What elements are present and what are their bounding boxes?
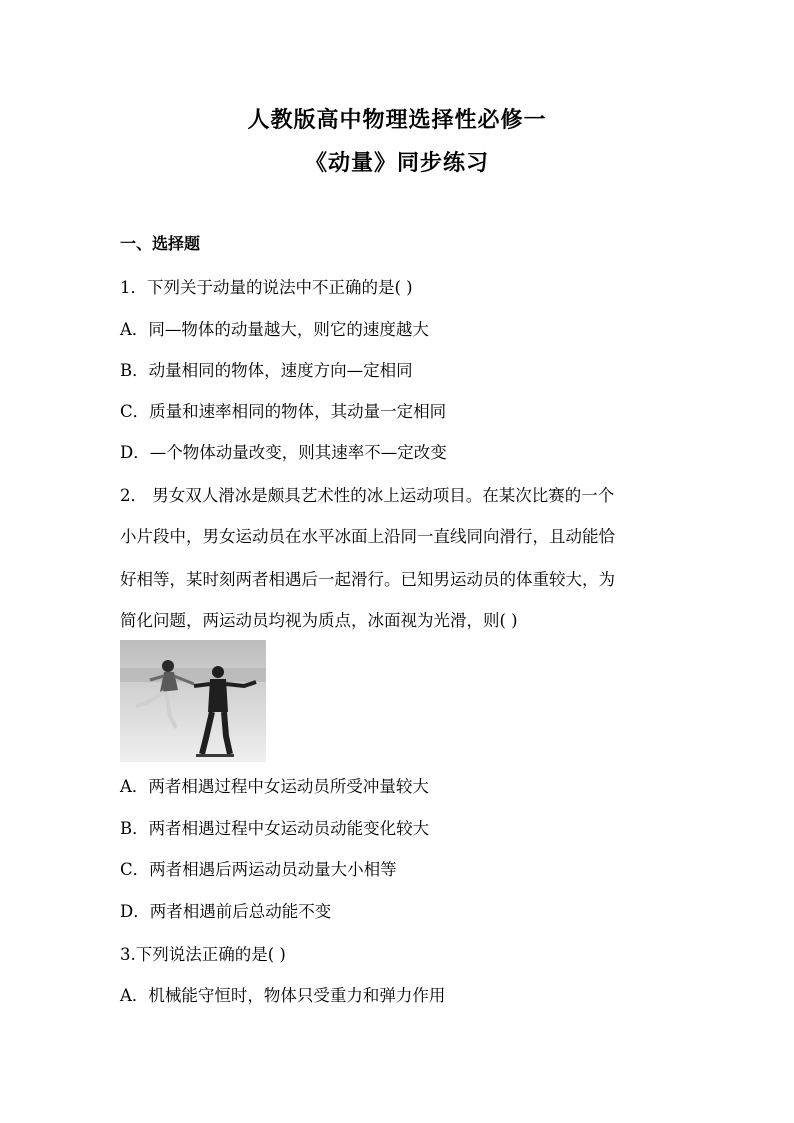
document-title: 人教版高中物理选择性必修一 [247, 107, 547, 133]
figure-skating-photo [120, 640, 266, 762]
question-2-option-b: B．两者相遇过程中女运动员动能变化较大 [120, 819, 430, 838]
question-1-option-d: D．—个物体动量改变，则其速率不—定改变 [120, 443, 447, 462]
question-2-option-d: D．两者相遇前后总动能不变 [120, 902, 332, 921]
question-1-option-b: B．动量相同的物体，速度方向—定相同 [120, 361, 413, 380]
section-heading: 一、选择题 [120, 234, 201, 253]
question-2-stem-line: 2． 男女双人滑冰是颇具艺术性的冰上运动项目。在某次比赛的一个 [120, 486, 615, 505]
question-1-option-a: A．同—物体的动量越大，则它的速度越大 [120, 320, 429, 339]
question-3-option-a: A．机械能守恒时，物体只受重力和弹力作用 [120, 986, 446, 1005]
question-1-stem: 1．下列关于动量的说法中不正确的是( ) [120, 278, 413, 297]
question-2-stem-line: 小片段中，男女运动员在水平冰面上沿同一直线同向滑行，且动能恰 [120, 527, 615, 546]
question-2-stem-line: 简化问题，两运动员均视为质点，冰面视为光滑，则( ) [120, 611, 518, 630]
question-2-option-a: A．两者相遇过程中女运动员所受冲量较大 [120, 777, 429, 796]
document-subtitle: 《动量》同步练习 [304, 150, 489, 176]
question-2-stem-line: 好相等，某时刻两者相遇后一起滑行。已知男运动员的体重较大，为 [120, 570, 615, 589]
question-3-stem: 3.下列说法正确的是( ) [120, 945, 286, 964]
question-1-option-c: C．质量和速率相同的物体，其动量一定相同 [120, 402, 447, 421]
question-2-option-c: C．两者相遇后两运动员动量大小相等 [120, 860, 397, 879]
